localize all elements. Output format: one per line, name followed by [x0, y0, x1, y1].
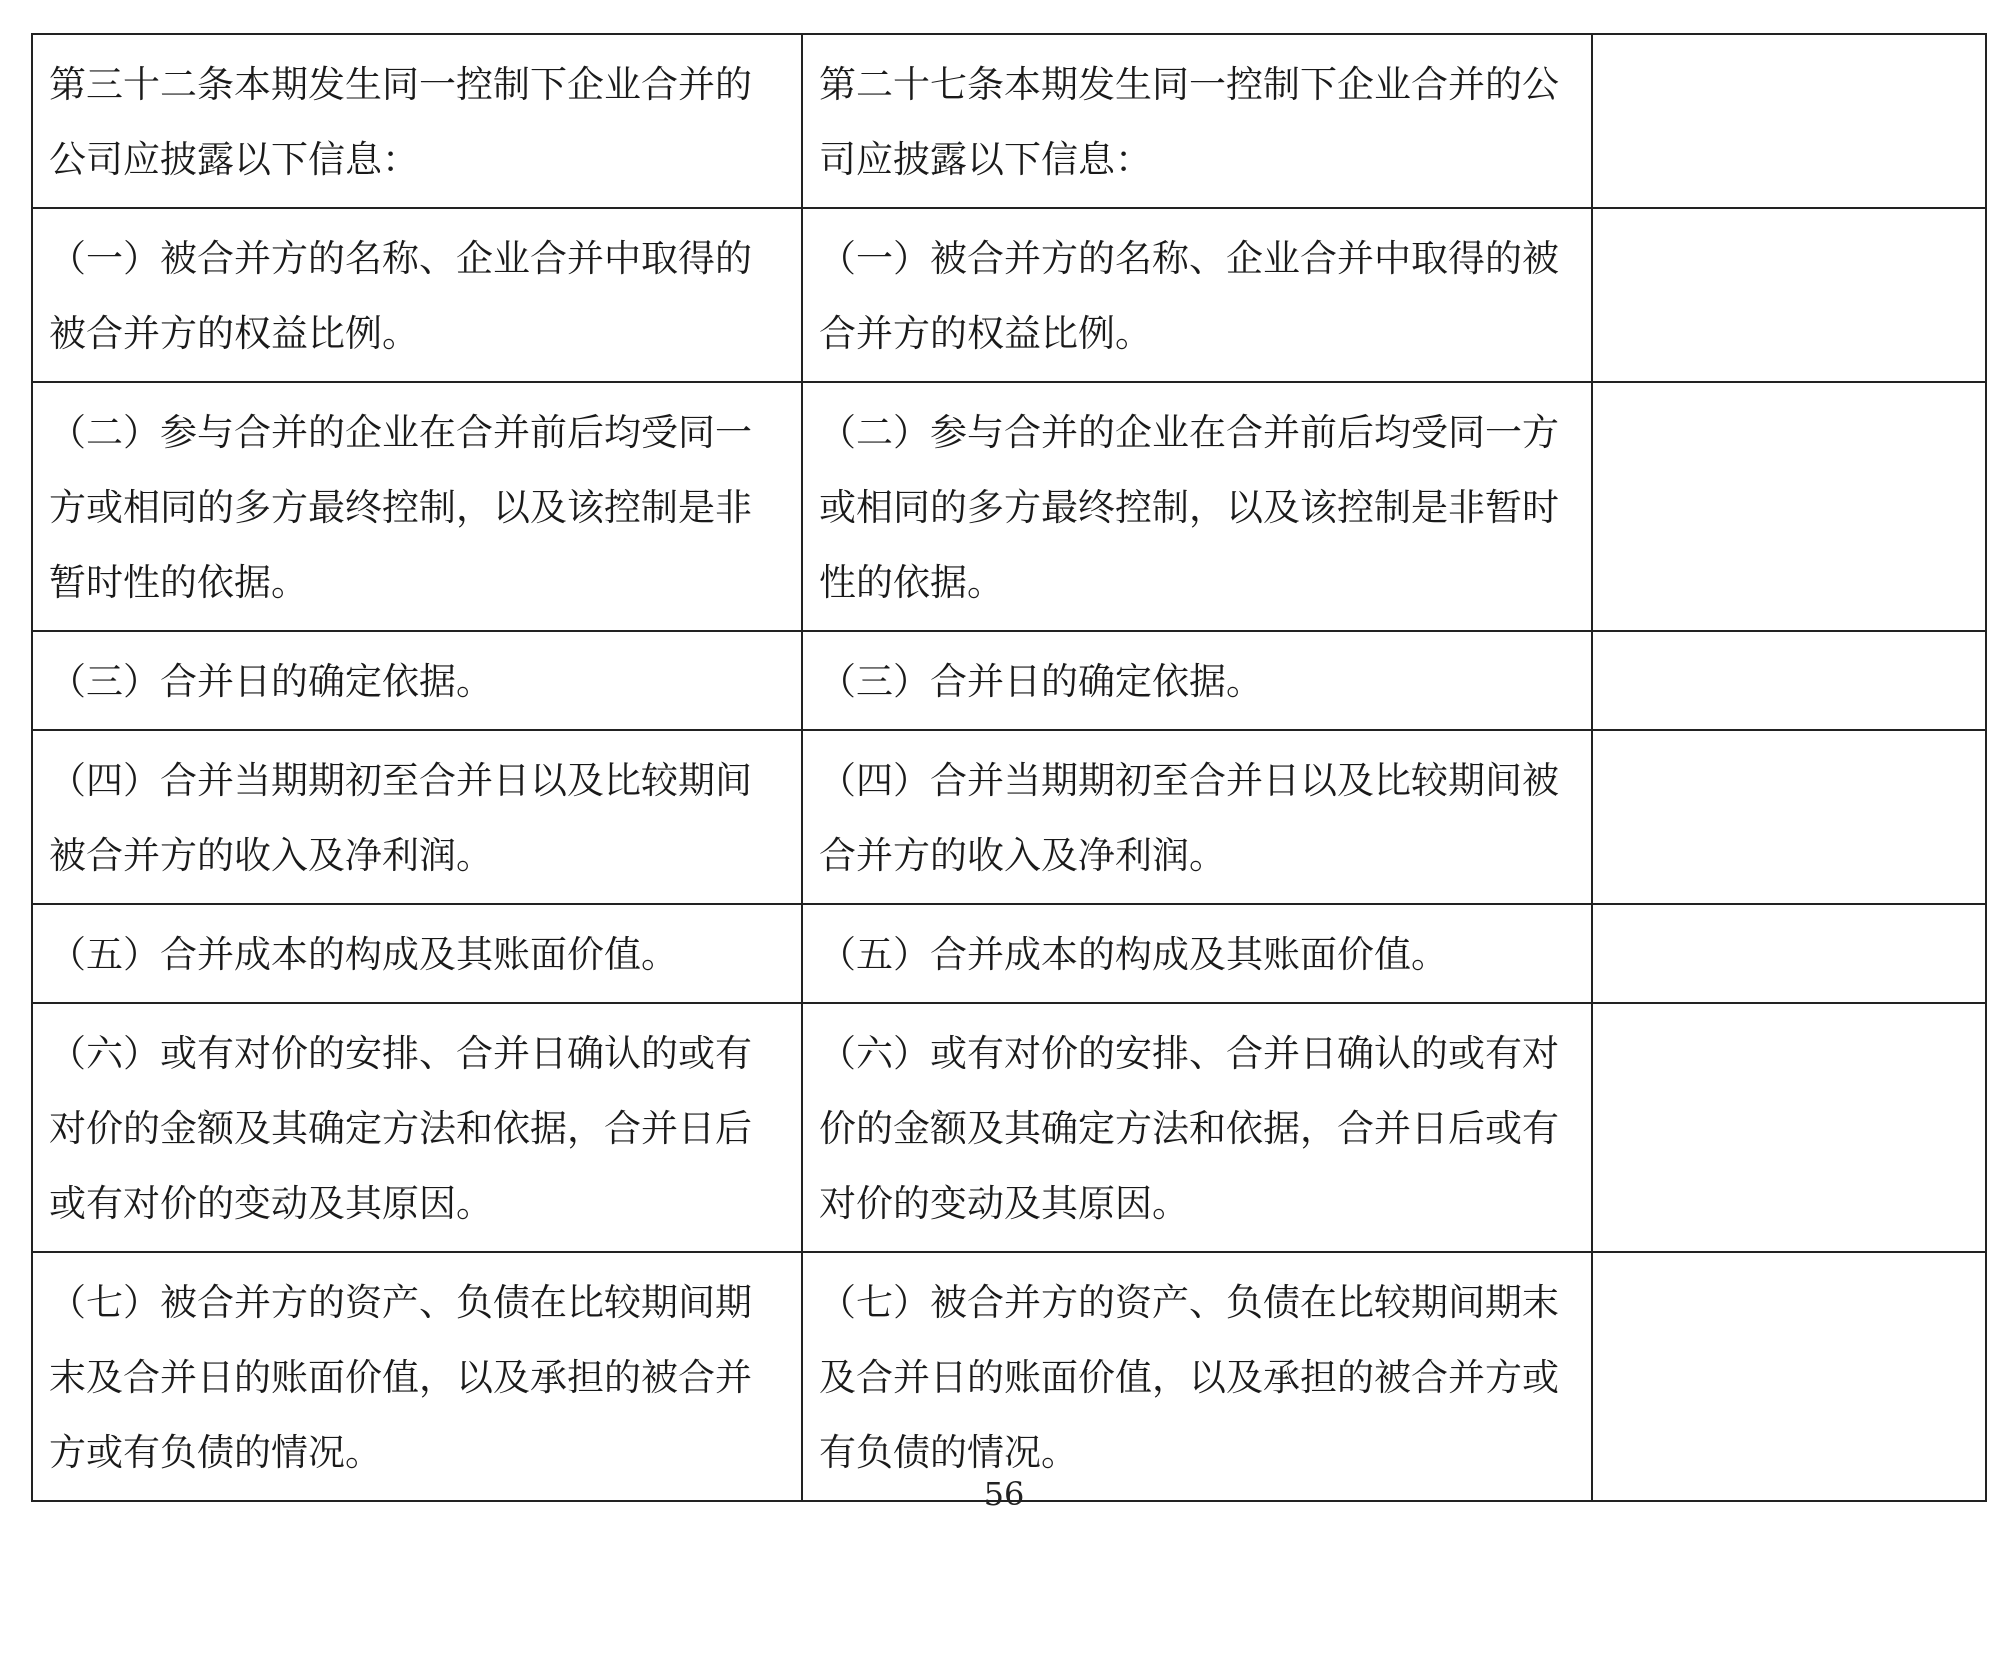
original-clause-cell: （六）或有对价的安排、合并日确认的或有对价的金额及其确定方法和依据，合并日后或有对价的变动及其原因。	[802, 1003, 1592, 1252]
original-clause-cell: （三）合并日的确定依据。	[802, 631, 1592, 730]
revised-clause-cell: （七）被合并方的资产、负债在比较期间期末及合并日的账面价值，以及承担的被合并方或有负债的情况。	[32, 1252, 802, 1501]
revised-clause-cell: 第三十二条本期发生同一控制下企业合并的公司应披露以下信息：	[32, 34, 802, 208]
revised-clause-cell: （六）或有对价的安排、合并日确认的或有对价的金额及其确定方法和依据，合并日后或有对价的变动及其原因。	[32, 1003, 802, 1252]
revised-clause-cell: （三）合并日的确定依据。	[32, 631, 802, 730]
original-clause-cell: （五）合并成本的构成及其账面价值。	[802, 904, 1592, 1003]
note-cell	[1592, 208, 1986, 382]
note-cell	[1592, 382, 1986, 631]
revised-clause-cell: （四）合并当期期初至合并日以及比较期间被合并方的收入及净利润。	[32, 730, 802, 904]
table-row	[32, 904, 1986, 1003]
original-clause-cell: （二）参与合并的企业在合并前后均受同一方或相同的多方最终控制，以及该控制是非暂时性的依据。	[802, 382, 1592, 631]
table-row	[32, 208, 1986, 382]
revised-clause-cell: （五）合并成本的构成及其账面价值。	[32, 904, 802, 1003]
table-row	[32, 382, 1986, 631]
table-row	[32, 1003, 1986, 1252]
revised-clause-cell: （二）参与合并的企业在合并前后均受同一方或相同的多方最终控制，以及该控制是非暂时性的依据。	[32, 382, 802, 631]
comparison-table	[31, 33, 1987, 1502]
original-clause-cell: （七）被合并方的资产、负债在比较期间期末及合并日的账面价值，以及承担的被合并方或有负债的情况。	[802, 1252, 1592, 1501]
table-row	[32, 34, 1986, 208]
original-clause-cell: （一）被合并方的名称、企业合并中取得的被合并方的权益比例。	[802, 208, 1592, 382]
page-number: 56	[983, 1475, 1025, 1513]
table-row	[32, 631, 1986, 730]
note-cell	[1592, 730, 1986, 904]
note-cell	[1592, 904, 1986, 1003]
note-cell	[1592, 34, 1986, 208]
original-clause-cell: 第二十七条本期发生同一控制下企业合并的公司应披露以下信息：	[802, 34, 1592, 208]
table-row	[32, 1252, 1986, 1501]
revised-clause-cell: （一）被合并方的名称、企业合并中取得的被合并方的权益比例。	[32, 208, 802, 382]
original-clause-cell: （四）合并当期期初至合并日以及比较期间被合并方的收入及净利润。	[802, 730, 1592, 904]
note-cell	[1592, 631, 1986, 730]
note-cell	[1592, 1252, 1986, 1501]
note-cell	[1592, 1003, 1986, 1252]
table-row	[32, 730, 1986, 904]
